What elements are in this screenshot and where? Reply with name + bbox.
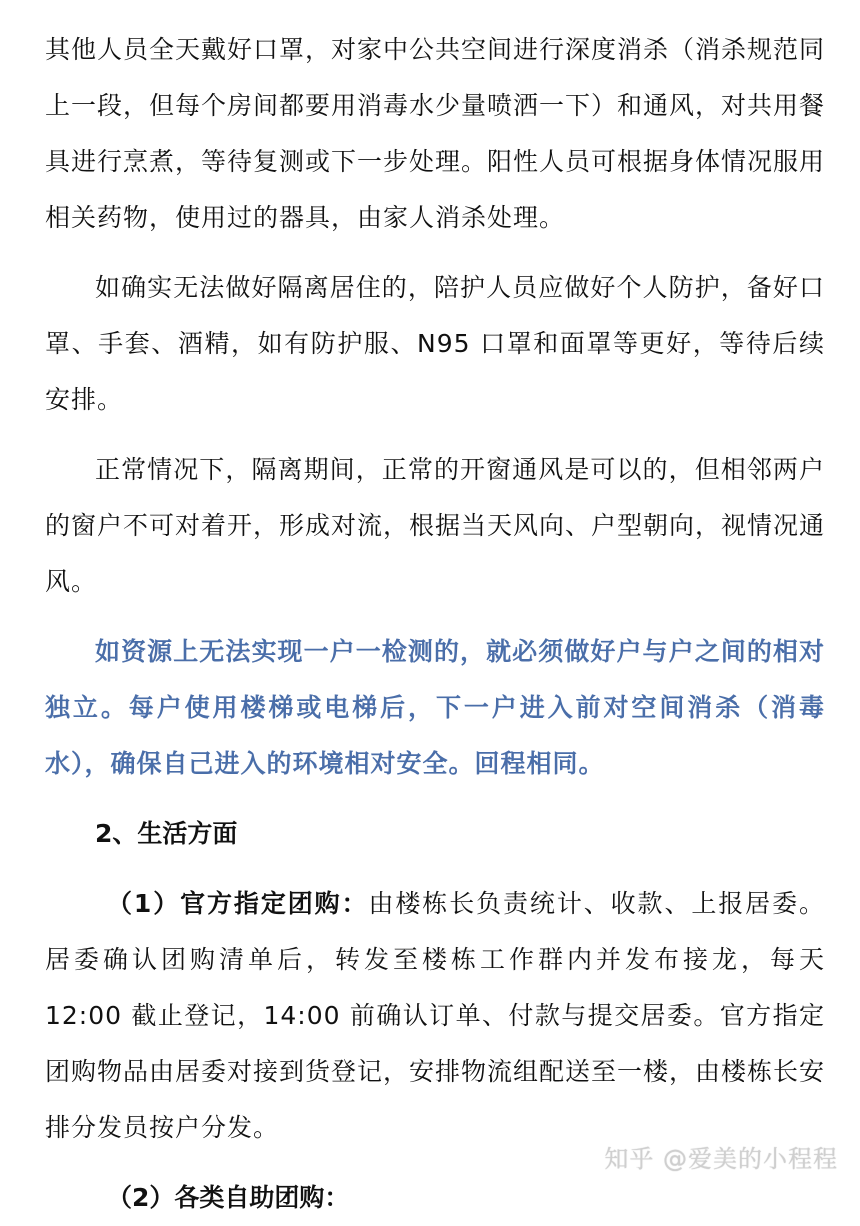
paragraph-caregiver-protection: 如确实无法做好隔离居住的，陪护人员应做好个人防护，备好口罩、手套、酒精，如有防护服、N95 口罩和面罩等更好，等待后续安排。 (45, 273, 825, 414)
zhihu-watermark: 知乎 @爱美的小程程 (604, 1145, 838, 1173)
section-heading-living: 2、生活方面 (95, 819, 238, 848)
paragraph-household-separation: 如资源上无法实现一户一检测的，就必须做好户与户之间的相对独立。每户使用楼梯或电梯后，下一户进入前对空间消杀（消毒水），确保自己进入的环境相对安全。回程相同。 (45, 637, 825, 778)
item-official-group-buy-lead: （1）官方指定团购： (107, 889, 369, 918)
paragraph-disinfection: 其他人员全天戴好口罩，对家中公共空间进行深度消杀（消杀规范同上一段，但每个房间都要用消毒水少量喷洒一下）和通风，对共用餐具进行烹煮，等待复测或下一步处理。阳性人员可根据身体情况服用相关药物，使用过的器具，由家人消杀处理。 (45, 35, 826, 232)
document-body (45, 22, 825, 1226)
paragraph-ventilation: 正常情况下，隔离期间，正常的开窗通风是可以的，但相邻两户的窗户不可对着开，形成对流，根据当天风向、户型朝向，视情况通风。 (45, 455, 826, 596)
item-self-group-buy: （2）各类自助团购： (107, 1183, 350, 1212)
item-official-group-buy (45, 876, 825, 1156)
item-official-group-buy-body: 由楼栋长负责统计、收款、上报居委。居委确认团购清单后，转发至楼栋工作群内并发布接龙，每天 12:00 截止登记，14:00 前确认订单、付款与提交居委。官方指定团购物品由居委对接到货登记，安排物流组配送至一楼，由楼栋长安排分发员按户分发。 (45, 889, 826, 1142)
